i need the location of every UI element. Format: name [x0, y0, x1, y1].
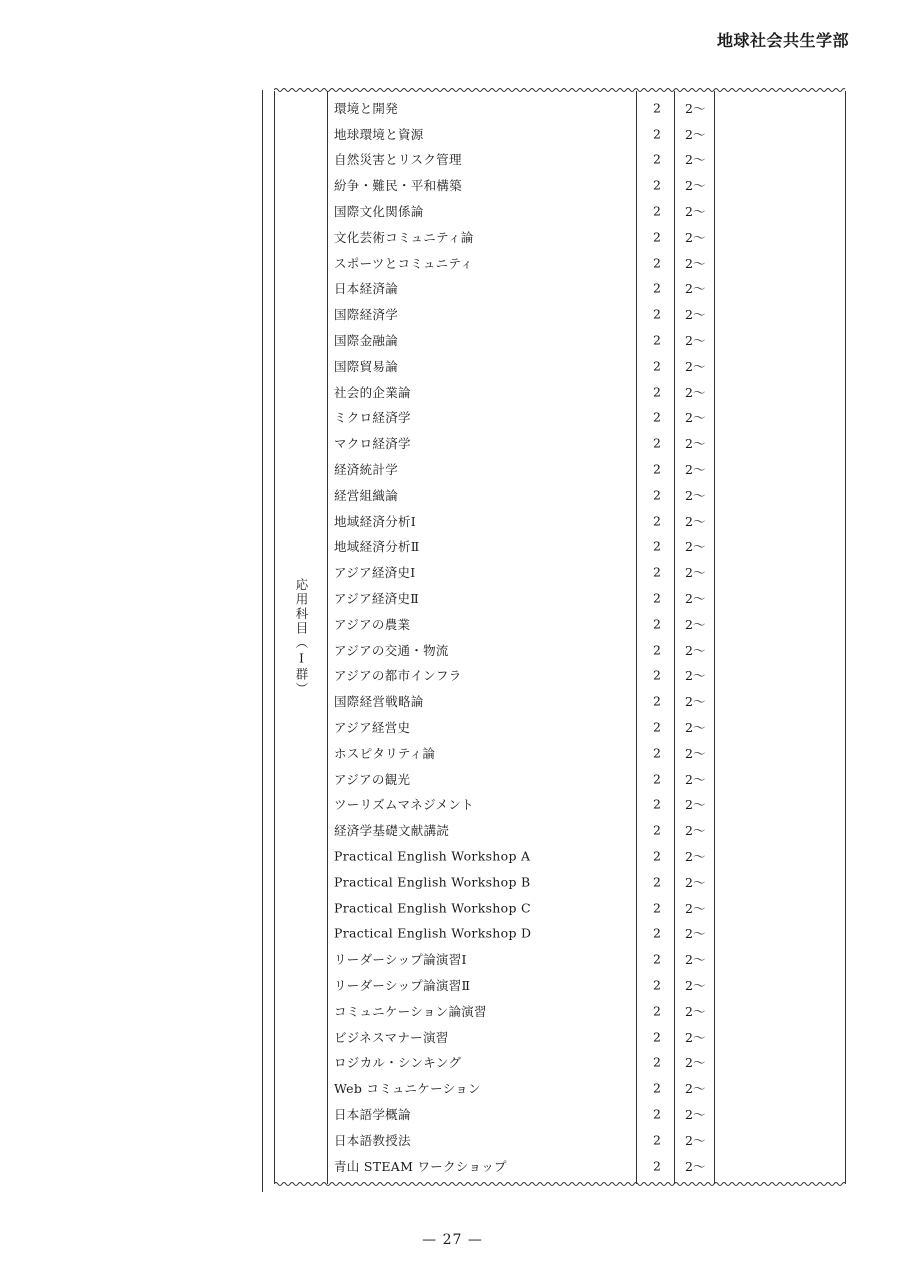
table-row: [275, 843, 845, 869]
course-name: Practical English Workshop A: [334, 848, 531, 864]
course-name: リーダーシップ論演習Ⅱ: [334, 977, 471, 993]
course-name: アジアの観光: [334, 771, 411, 787]
table-row: [275, 869, 845, 895]
table-row: [275, 430, 845, 456]
credit-value: 2: [653, 461, 661, 477]
credit-value: 2: [653, 513, 661, 529]
course-name: Practical English Workshop C: [334, 900, 531, 916]
credit-value: 2: [653, 177, 661, 193]
credit-value: 2: [653, 642, 661, 658]
table-row: [275, 637, 845, 663]
course-name: 地域経済分析Ⅰ: [334, 513, 417, 529]
table-row: [275, 1049, 845, 1075]
credit-value: 2: [653, 951, 661, 967]
credit-value: 2: [653, 229, 661, 245]
course-name: 国際金融論: [334, 333, 399, 349]
year-value: 2〜: [685, 668, 706, 684]
course-name: 日本語教授法: [334, 1132, 411, 1148]
table-row: [275, 327, 845, 353]
table-row: [275, 508, 845, 534]
year-value: 2〜: [685, 952, 706, 968]
course-name: Web コミュニケーション: [334, 1081, 481, 1097]
year-value: 2〜: [685, 849, 706, 864]
table-row: [275, 817, 845, 843]
year-value: 2〜: [685, 900, 706, 916]
course-name: ホスピタリティ論: [334, 745, 436, 761]
table-row: [275, 740, 845, 766]
credit-value: 2: [653, 100, 661, 116]
credit-value: 2: [653, 874, 661, 890]
course-name: Practical English Workshop D: [334, 925, 532, 941]
year-value: 2〜: [685, 1106, 706, 1122]
category-label: 応用科目（Ⅰ群）: [294, 578, 309, 697]
credit-value: 2: [653, 925, 661, 941]
table-row: [275, 766, 845, 792]
year-value: 2〜: [685, 436, 706, 452]
course-name: 地球環境と資源: [334, 126, 424, 142]
course-name: 経済学基礎文献講読: [334, 823, 450, 839]
year-value: 2〜: [685, 513, 706, 529]
table-row: [275, 895, 845, 921]
credit-value: 2: [653, 1029, 661, 1045]
year-value: 2〜: [685, 720, 706, 736]
year-value: 2〜: [685, 1055, 706, 1071]
credit-value: 2: [653, 848, 661, 864]
table-row: [275, 147, 845, 173]
course-name: ロジカル・シンキング: [334, 1055, 462, 1071]
credit-value: 2: [653, 745, 661, 761]
credit-value: 2: [653, 1132, 661, 1148]
year-value: 2〜: [685, 874, 706, 890]
table-row: [275, 301, 845, 327]
year-value: 2〜: [685, 926, 706, 942]
faculty-header: 地球社会共生学部: [716, 31, 849, 50]
year-value: 2〜: [685, 745, 706, 761]
table-row: [275, 972, 845, 998]
year-value: 2〜: [685, 307, 706, 323]
table-row: [275, 792, 845, 818]
year-value: 2〜: [685, 1003, 706, 1019]
credit-value: 2: [653, 358, 661, 374]
credit-value: 2: [653, 1158, 661, 1174]
year-value: 2〜: [685, 1081, 706, 1097]
table-row: [275, 224, 845, 250]
credit-value: 2: [653, 796, 661, 812]
course-name: ビジネスマナー演習: [334, 1029, 449, 1045]
course-name: アジアの都市インフラ: [334, 668, 462, 684]
table-row: [275, 482, 845, 508]
credit-value: 2: [653, 564, 661, 580]
course-table: [274, 91, 846, 1184]
course-name: 国際経営戦略論: [334, 694, 424, 710]
course-name: 青山 STEAM ワークショップ: [334, 1158, 507, 1174]
year-value: 2〜: [685, 487, 706, 503]
credit-value: 2: [653, 1003, 661, 1019]
course-name: 日本経済論: [334, 281, 399, 297]
year-value: 2〜: [685, 694, 706, 710]
course-name: 国際貿易論: [334, 358, 399, 374]
table-row: [275, 1127, 845, 1153]
credit-value: 2: [653, 590, 661, 606]
course-name: 環境と開発: [334, 100, 399, 116]
credit-value: 2: [653, 384, 661, 400]
table-row: [275, 585, 845, 611]
year-value: 2〜: [685, 771, 706, 787]
course-name: 社会的企業論: [334, 384, 411, 400]
credit-value: 2: [653, 538, 661, 554]
table-row: [275, 688, 845, 714]
credit-value: 2: [653, 616, 661, 632]
table-row: [275, 95, 845, 121]
year-value: 2〜: [685, 178, 706, 194]
credit-value: 2: [653, 306, 661, 322]
course-name: アジアの交通・物流: [334, 642, 449, 658]
table-row: [275, 534, 845, 560]
year-value: 2〜: [685, 616, 706, 632]
page-number: — 27 —: [422, 1232, 483, 1248]
year-value: 2〜: [685, 333, 706, 349]
credit-value: 2: [653, 435, 661, 451]
table-row: [275, 379, 845, 405]
credit-value: 2: [653, 332, 661, 348]
credit-value: 2: [653, 667, 661, 683]
year-value: 2〜: [685, 977, 706, 993]
credit-value: 2: [653, 977, 661, 993]
course-name: コミュニケーション論演習: [334, 1003, 487, 1019]
table-row: [275, 121, 845, 147]
credit-value: 2: [653, 487, 661, 503]
year-value: 2〜: [685, 384, 706, 400]
table-row: [275, 663, 845, 689]
credit-value: 2: [653, 693, 661, 709]
credit-value: 2: [653, 822, 661, 838]
course-name: 日本語学概論: [334, 1106, 411, 1122]
year-value: 2〜: [685, 281, 706, 297]
year-value: 2〜: [685, 591, 706, 607]
course-name: Practical English Workshop B: [334, 874, 531, 890]
course-name: スポーツとコミュニティ: [334, 255, 474, 271]
credit-value: 2: [653, 203, 661, 219]
course-name: 経済統計学: [334, 462, 399, 478]
course-name: リーダーシップ論演習Ⅰ: [334, 952, 467, 968]
credit-value: 2: [653, 255, 661, 271]
year-value: 2〜: [685, 358, 706, 374]
course-name: アジア経営史: [334, 720, 411, 736]
credit-value: 2: [653, 1080, 661, 1096]
credit-value: 2: [653, 719, 661, 735]
year-value: 2〜: [685, 462, 706, 478]
year-value: 2〜: [685, 642, 706, 658]
course-rows: [275, 95, 845, 1178]
year-value: 2〜: [685, 255, 706, 271]
table-row: [275, 276, 845, 302]
course-name: 国際経済学: [334, 307, 399, 323]
year-value: 2〜: [685, 539, 706, 555]
table-row: [275, 172, 845, 198]
year-value: 2〜: [685, 126, 706, 142]
credit-value: 2: [653, 1054, 661, 1070]
table-row: [275, 405, 845, 431]
course-name: アジアの農業: [334, 616, 411, 632]
table-bottom-wavy-border: [274, 1181, 845, 1187]
course-name: 地域経済分析Ⅱ: [334, 539, 420, 555]
table-row: [275, 353, 845, 379]
table-row: [275, 1153, 845, 1179]
year-value: 2〜: [685, 823, 706, 839]
year-value: 2〜: [685, 100, 706, 116]
course-name: アジア経済史Ⅰ: [334, 565, 416, 581]
course-name: ミクロ経済学: [334, 410, 411, 426]
table-row: [275, 946, 845, 972]
table-row: [275, 1101, 845, 1127]
credit-value: 2: [653, 280, 661, 296]
table-row: [275, 921, 845, 947]
year-value: 2〜: [685, 229, 706, 245]
table-row: [275, 198, 845, 224]
year-value: 2〜: [685, 1029, 706, 1045]
table-row: [275, 998, 845, 1024]
course-name: 経営組織論: [334, 487, 399, 503]
year-value: 2〜: [685, 152, 706, 168]
course-name: アジア経済史Ⅱ: [334, 591, 420, 607]
left-margin-rule: [262, 90, 263, 1192]
year-value: 2〜: [685, 1158, 706, 1174]
table-row: [275, 1024, 845, 1050]
course-name: 紛争・難民・平和構築: [334, 178, 463, 194]
year-value: 2〜: [685, 565, 706, 581]
year-value: 2〜: [685, 204, 706, 220]
credit-value: 2: [653, 1106, 661, 1122]
credit-value: 2: [653, 151, 661, 167]
table-row: [275, 1075, 845, 1101]
year-value: 2〜: [685, 1132, 706, 1148]
course-name: 国際文化関係論: [334, 204, 424, 220]
credit-value: 2: [653, 771, 661, 787]
credit-value: 2: [653, 126, 661, 142]
credit-value: 2: [653, 900, 661, 916]
table-row: [275, 611, 845, 637]
year-value: 2〜: [685, 410, 706, 426]
course-name: マクロ経済学: [334, 436, 411, 452]
table-row: [275, 559, 845, 585]
course-name: ツーリズムマネジメント: [334, 797, 474, 813]
course-name: 自然災害とリスク管理: [334, 152, 462, 168]
table-row: [275, 714, 845, 740]
year-value: 2〜: [685, 797, 706, 813]
course-name: 文化芸術コミュニティ論: [334, 229, 474, 245]
credit-value: 2: [653, 409, 661, 425]
table-row: [275, 456, 845, 482]
table-row: [275, 250, 845, 276]
